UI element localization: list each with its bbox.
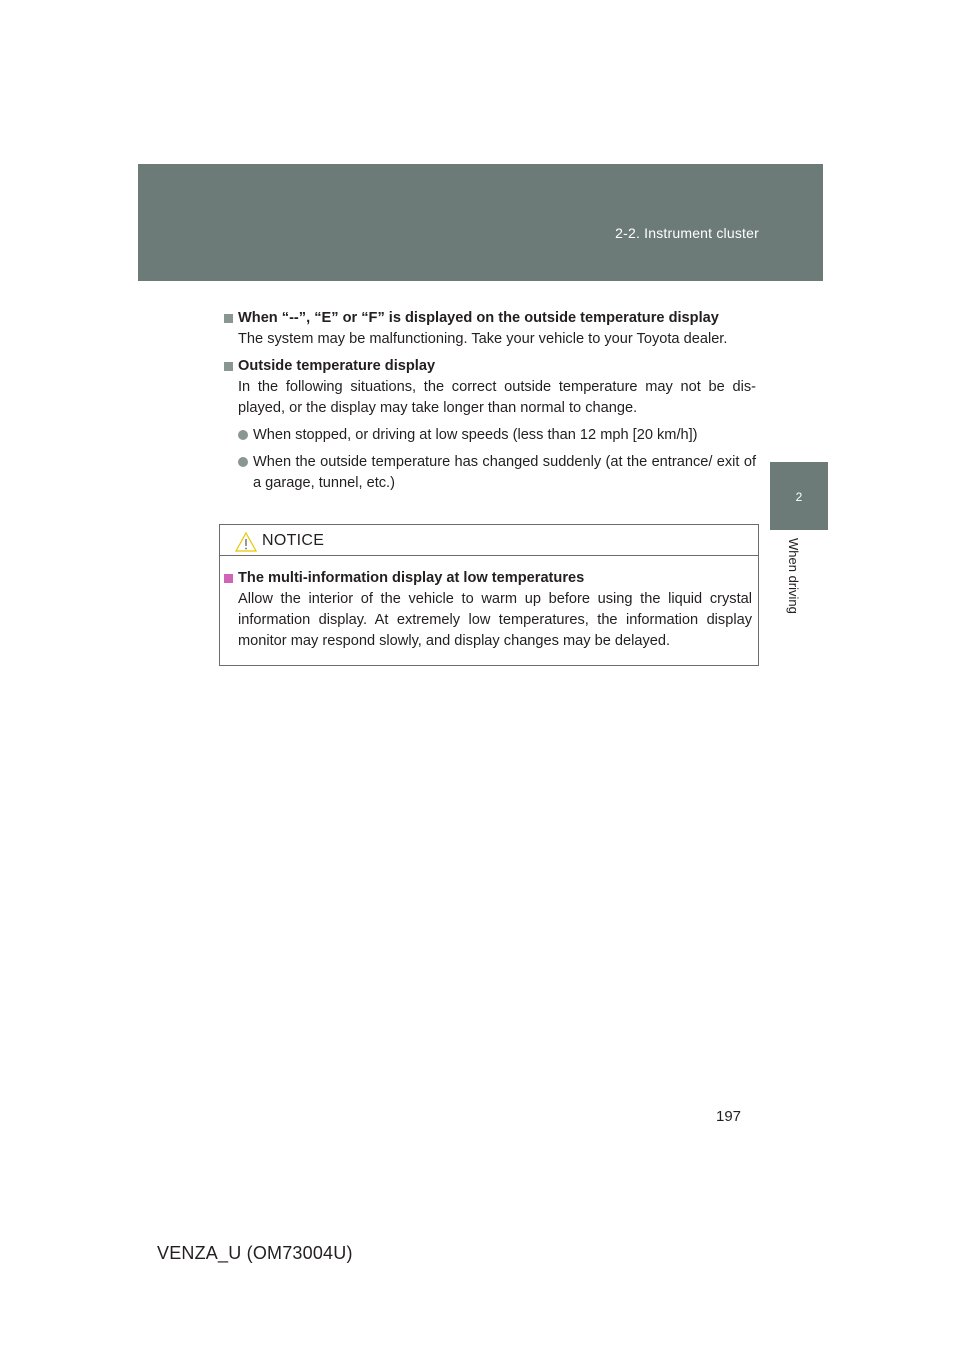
square-bullet-icon — [224, 314, 233, 323]
section-body: In the following situations, the correct outside temperature may not be dis-played, or the display may take longer than normal to change. — [238, 379, 756, 416]
header-band — [138, 164, 823, 281]
notice-heading — [224, 568, 752, 589]
square-bullet-icon — [224, 574, 233, 583]
list-item — [224, 425, 756, 446]
notice-text: Allow the interior of the vehicle to warm up before using the liquid crystal information display. At extremely low temperatures, the information display monitor may respond slowly, and display changes may be delayed. — [238, 591, 752, 649]
list-item-text: When the outside temperature has changed suddenly (at the entrance/ exit of a garage, tunnel, etc.) — [253, 454, 756, 491]
notice-body — [220, 556, 758, 652]
square-bullet-icon — [224, 362, 233, 371]
warning-triangle-icon — [235, 532, 257, 552]
chapter-tab — [770, 462, 828, 530]
notice-box — [219, 524, 759, 666]
heading-text: When “--”, “E” or “F” is displayed on the outside temperature display — [238, 310, 719, 326]
heading-text: Outside temperature display — [238, 358, 436, 374]
chapter-number: 2 — [795, 490, 803, 504]
chapter-label: When driving — [786, 538, 801, 614]
notice-header — [220, 525, 758, 556]
section-heading — [224, 308, 756, 329]
section-item — [224, 308, 756, 350]
circle-bullet-icon — [238, 430, 248, 440]
list-item — [224, 452, 756, 494]
manual-code: VENZA_U (OM73004U) — [157, 1243, 353, 1263]
circle-bullet-icon — [238, 457, 248, 467]
section-body: The system may be malfunctioning. Take your vehicle to your Toyota dealer. — [238, 331, 728, 347]
notice-heading-text: The multi-information display at low temperatures — [238, 570, 585, 586]
notice-title: NOTICE — [262, 532, 325, 549]
section-item — [224, 356, 756, 494]
main-content — [224, 308, 756, 500]
list-item-text: When stopped, or driving at low speeds (less than 12 mph [20 km/h]) — [253, 427, 698, 443]
section-heading — [224, 356, 756, 377]
section-title: 2-2. Instrument cluster — [615, 225, 759, 241]
page-number: 197 — [716, 1108, 742, 1125]
